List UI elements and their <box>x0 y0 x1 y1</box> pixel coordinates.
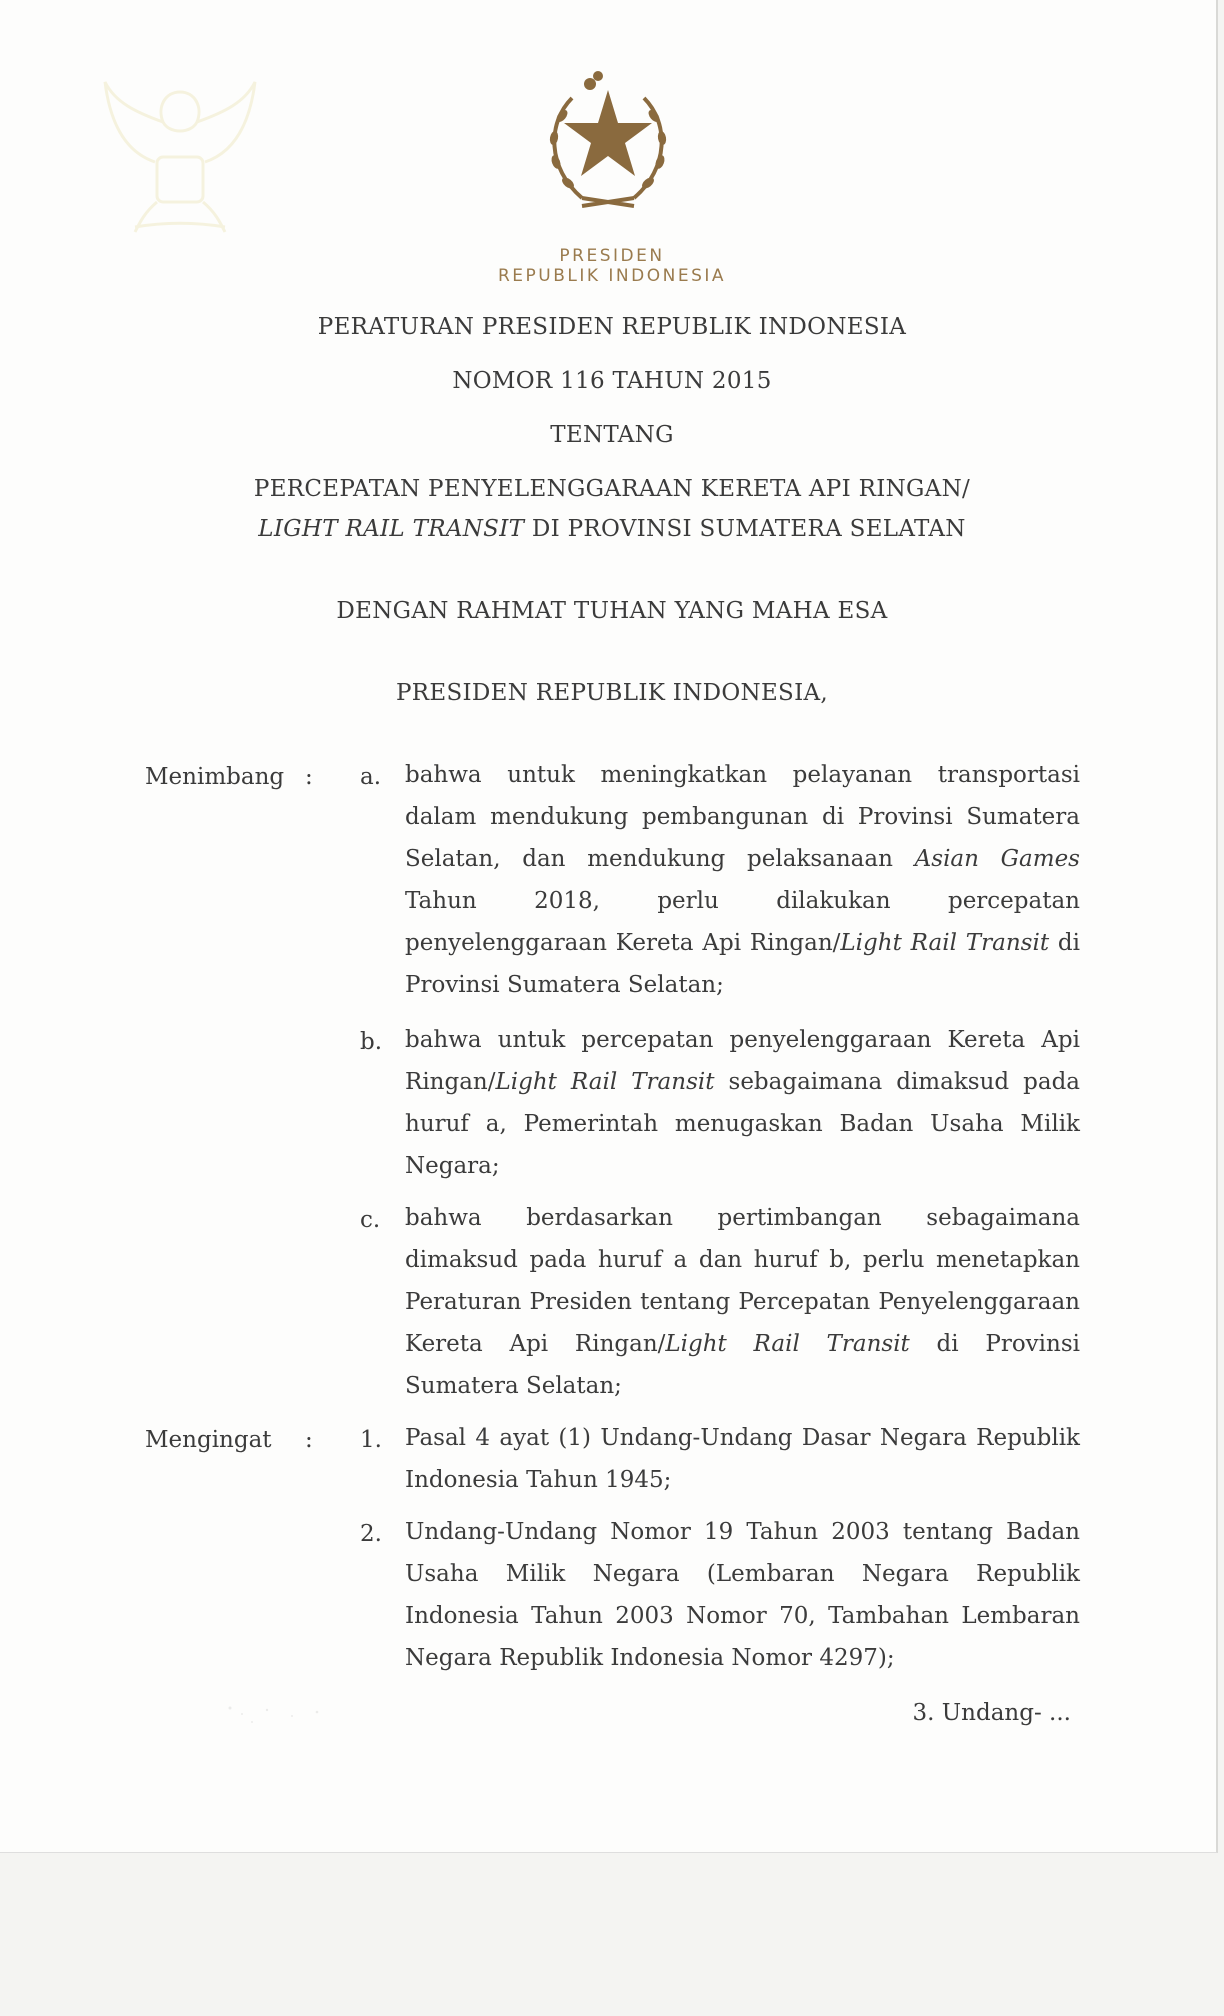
menimbang-item-c <box>405 1197 1080 1407</box>
issuer: PRESIDEN REPUBLIK INDONESIA, <box>396 680 828 706</box>
mengingat-colon: : <box>305 1427 313 1453</box>
mengingat-marker-1: 1. <box>360 1427 382 1453</box>
item-b-text-1: bahwa untuk percepatan penyelenggaraan Kereta Api Ringan/ <box>405 1027 1080 1095</box>
item-b-text-2: sebagaimana dimaksud pada huruf a, Pemerintah menugaskan Badan Usaha Milik Negara; <box>405 1069 1081 1179</box>
item-a-italic-1: Asian Games <box>914 846 1080 872</box>
header-republik: REPUBLIK INDONESIA <box>497 266 727 286</box>
invocation: DENGAN RAHMAT TUHAN YANG MAHA ESA <box>336 598 888 624</box>
mengingat-label: Mengingat <box>145 1427 272 1453</box>
menimbang-marker-c: c. <box>360 1207 381 1233</box>
header-presiden: PRESIDEN <box>559 246 665 266</box>
garuda-watermark-icon <box>95 62 265 237</box>
item-a-italic-2: Light Rail Transit <box>840 930 1050 956</box>
subject-italic: LIGHT RAIL TRANSIT <box>258 516 525 542</box>
item-a-text-3: di Provinsi Sumatera Selatan; <box>405 930 1080 998</box>
item-a-text-2: Tahun 2018, perlu dilakukan percepatan penyelenggaraan Kereta Api Ringan/ <box>405 888 1080 956</box>
subject-rest: DI PROVINSI SUMATERA SELATAN <box>524 516 966 542</box>
subject-line-1: PERCEPATAN PENYELENGGARAAN KERETA API RINGAN/ <box>253 476 971 502</box>
menimbang-label: Menimbang <box>145 764 285 790</box>
scan-smudge-icon <box>222 1700 332 1728</box>
presidential-seal-icon <box>532 68 684 216</box>
item-c-text-1: bahwa berdasarkan pertimbangan sebagaimana dimaksud pada huruf a dan huruf b, perlu menetapkan Peraturan Presiden tentang Percepatan Penyelenggaraan Kereta Api Ringan/ <box>405 1205 1080 1357</box>
mengingat-item-1: Pasal 4 ayat (1) Undang-Undang Dasar Negara Republik Indonesia Tahun 1945; <box>405 1425 1080 1493</box>
menimbang-item-b <box>405 1019 1080 1187</box>
regulation-title: PERATURAN PRESIDEN REPUBLIK INDONESIA <box>317 314 907 340</box>
item-a-text-1: bahwa untuk meningkatkan pelayanan transportasi dalam mendukung pembangunan di Provinsi Sumatera Selatan, dan mendukung pelaksanaan <box>405 762 1080 872</box>
menimbang-colon: : <box>305 764 313 790</box>
item-b-italic-1: Light Rail Transit <box>495 1069 715 1095</box>
menimbang-marker-a: a. <box>360 764 382 790</box>
mengingat-marker-2: 2. <box>360 1521 382 1547</box>
about-heading: TENTANG <box>550 422 674 448</box>
regulation-number: NOMOR 116 TAHUN 2015 <box>452 368 772 394</box>
item-c-text-2: di Provinsi Sumatera Selatan; <box>405 1331 1081 1399</box>
subject-line-2 <box>0 516 1224 542</box>
item-c-italic-1: Light Rail Transit <box>665 1331 910 1357</box>
menimbang-item-a <box>405 754 1080 1006</box>
mengingat-item-2: Undang-Undang Nomor 19 Tahun 2003 tentang Badan Usaha Milik Negara (Lembaran Negara Republik Indonesia Tahun 2003 Nomor 70, Tambahan Lembaran Negara Republik Indonesia Nomor 4297); <box>405 1519 1080 1671</box>
page-continuation: 3. Undang- ... <box>912 1700 1071 1726</box>
menimbang-marker-b: b. <box>360 1029 383 1055</box>
